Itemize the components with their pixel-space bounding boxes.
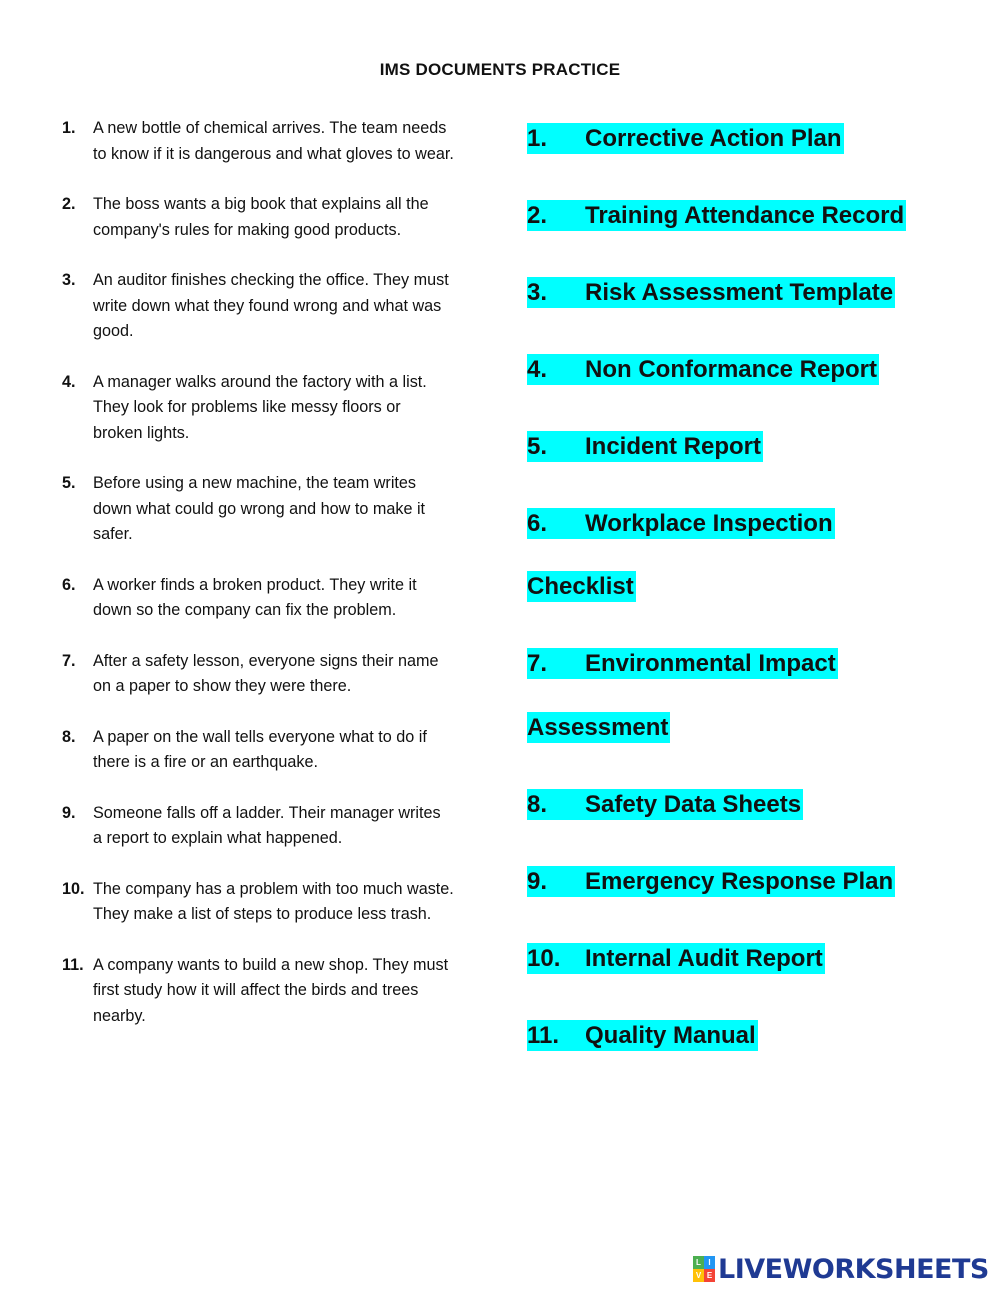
question-number: 1.	[62, 119, 76, 137]
question-item	[62, 877, 454, 928]
question-number: 2.	[62, 195, 76, 213]
question-text: An auditor finishes checking the office. They must write down what they found wrong and what was good.	[93, 271, 449, 340]
answer-label: Internal Audit Report	[585, 945, 823, 972]
question-text: After a safety lesson, everyone signs their name on a paper to show they were there.	[93, 651, 439, 695]
answer-label: Assessment	[527, 714, 669, 741]
answer-item[interactable]	[527, 354, 879, 385]
answer-item[interactable]	[527, 200, 906, 231]
answer-label: Checklist	[527, 573, 634, 600]
question-item	[62, 573, 454, 624]
answer-number: 2.	[527, 202, 548, 229]
answer-label: Incident Report	[585, 433, 762, 460]
question-number: 6.	[62, 575, 76, 594]
answer-label: Workplace Inspection	[585, 510, 833, 537]
answer-number: 8.	[527, 791, 548, 818]
answer-item[interactable]	[527, 1020, 758, 1051]
answer-label: Environmental Impact	[585, 650, 836, 677]
question-number: 10.	[62, 879, 85, 898]
question-number: 9.	[62, 803, 76, 822]
answer-item-continuation[interactable]	[527, 571, 636, 602]
answer-number: 9.	[527, 868, 548, 895]
logo-mark-letter: V	[693, 1269, 704, 1282]
answer-item[interactable]	[527, 648, 838, 679]
question-text: A new bottle of chemical arrives. The team needs to know if it is dangerous and what gloves to wear.	[93, 119, 454, 163]
liveworksheets-logo	[693, 1252, 989, 1286]
question-item	[62, 268, 454, 345]
answer-number: 3.	[527, 279, 548, 306]
question-item	[62, 192, 454, 243]
answer-label: Non Conformance Report	[585, 356, 878, 383]
question-text: A manager walks around the factory with a list. They look for problems like messy floors or broken lights.	[93, 372, 427, 442]
question-text: A worker finds a broken product. They write it down so the company can fix the problem.	[93, 575, 417, 619]
logo-mark-letter: E	[704, 1269, 715, 1282]
answer-number: 5.	[527, 433, 548, 460]
answer-item[interactable]	[527, 277, 895, 308]
question-number: 4.	[62, 372, 76, 391]
answer-label: Quality Manual	[585, 1022, 756, 1049]
question-text: The boss wants a big book that explains all the company's rules for making good products.	[93, 195, 429, 239]
question-text: A paper on the wall tells everyone what to do if there is a fire or an earthquake.	[93, 727, 427, 771]
logo-text: LIVEWORKSHEETS	[718, 1253, 989, 1285]
answer-number: 10.	[527, 945, 561, 972]
question-item	[62, 801, 454, 852]
answer-label: Emergency Response Plan	[585, 868, 894, 895]
answer-item[interactable]	[527, 123, 844, 154]
question-item	[62, 471, 454, 548]
logo-mark-icon	[693, 1256, 715, 1282]
answer-number: 1.	[527, 125, 548, 152]
answer-item[interactable]	[527, 508, 835, 539]
question-number: 3.	[62, 271, 76, 289]
answer-number: 4.	[527, 356, 548, 383]
answer-number: 11.	[527, 1022, 560, 1049]
answer-label: Corrective Action Plan	[585, 125, 842, 152]
answer-item[interactable]	[527, 789, 803, 820]
question-item	[62, 725, 454, 776]
question-list	[62, 116, 454, 1054]
question-number: 5.	[62, 474, 76, 492]
question-item	[62, 953, 454, 1030]
question-item	[62, 370, 454, 447]
answer-label: Safety Data Sheets	[585, 791, 802, 818]
answer-number: 7.	[527, 650, 548, 677]
answer-item[interactable]	[527, 943, 825, 974]
answer-item-continuation[interactable]	[527, 712, 670, 743]
page-title: IMS DOCUMENTS PRACTICE	[379, 60, 621, 79]
logo-mark-letter: I	[704, 1256, 715, 1269]
question-item	[62, 116, 454, 167]
answer-item[interactable]	[527, 866, 895, 897]
question-number: 7.	[62, 651, 76, 670]
question-text: Someone falls off a ladder. Their manager writes a report to explain what happened.	[93, 803, 441, 847]
question-text: Before using a new machine, the team writes down what could go wrong and how to make it safer.	[93, 474, 426, 543]
answer-label: Training Attendance Record	[585, 202, 905, 229]
logo-mark-letter: L	[693, 1256, 704, 1269]
question-number: 8.	[62, 727, 76, 746]
answer-label: Risk Assessment Template	[585, 279, 894, 306]
answer-item[interactable]	[527, 431, 763, 462]
question-text: A company wants to build a new shop. They must first study how it will affect the birds and trees nearby.	[93, 955, 449, 1025]
question-item	[62, 649, 454, 700]
question-number: 11.	[62, 955, 84, 974]
answer-number: 6.	[527, 510, 548, 537]
question-text: The company has a problem with too much waste. They make a list of steps to produce less trash.	[93, 879, 454, 923]
